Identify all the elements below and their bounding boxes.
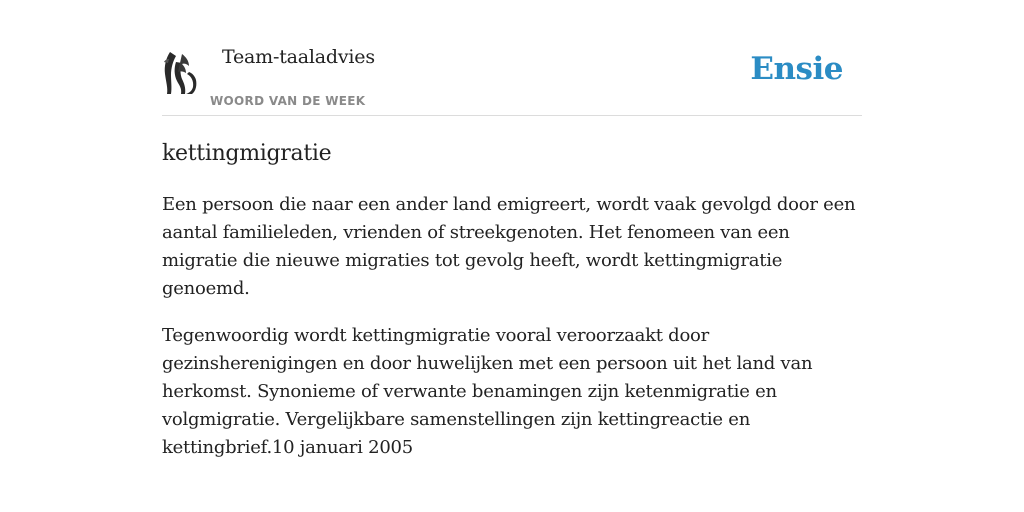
brand-logo-link[interactable]: Ensie	[750, 51, 843, 87]
card-header	[162, 40, 862, 116]
term-title: kettingmigratie	[162, 141, 332, 166]
definition-paragraph: Een persoon die naar een ander land emigreert, wordt vaak gevolgd door een aantal familieleden, vrienden of streekgenoten. Het fenomeen van een migratie die nieuwe migraties tot gevolg heeft, wordt kettingmigratie genoemd.	[162, 194, 856, 299]
source-name[interactable]: Team-taaladvies	[222, 46, 375, 68]
word-card	[162, 40, 862, 462]
lion-logo-icon	[162, 48, 198, 96]
definition-paragraph: Tegenwoordig wordt kettingmigratie vooral veroorzaakt door gezinsherenigingen en door huwelijken met een persoon uit het land van herkomst. Synonieme of verwante benamingen zijn ketenmigratie en volgmigratie. Vergelijkbare samenstellingen zijn kettingreactie en kettingbrief.10 januari 2005	[162, 325, 813, 458]
section-label: WOORD VAN DE WEEK	[210, 94, 366, 108]
